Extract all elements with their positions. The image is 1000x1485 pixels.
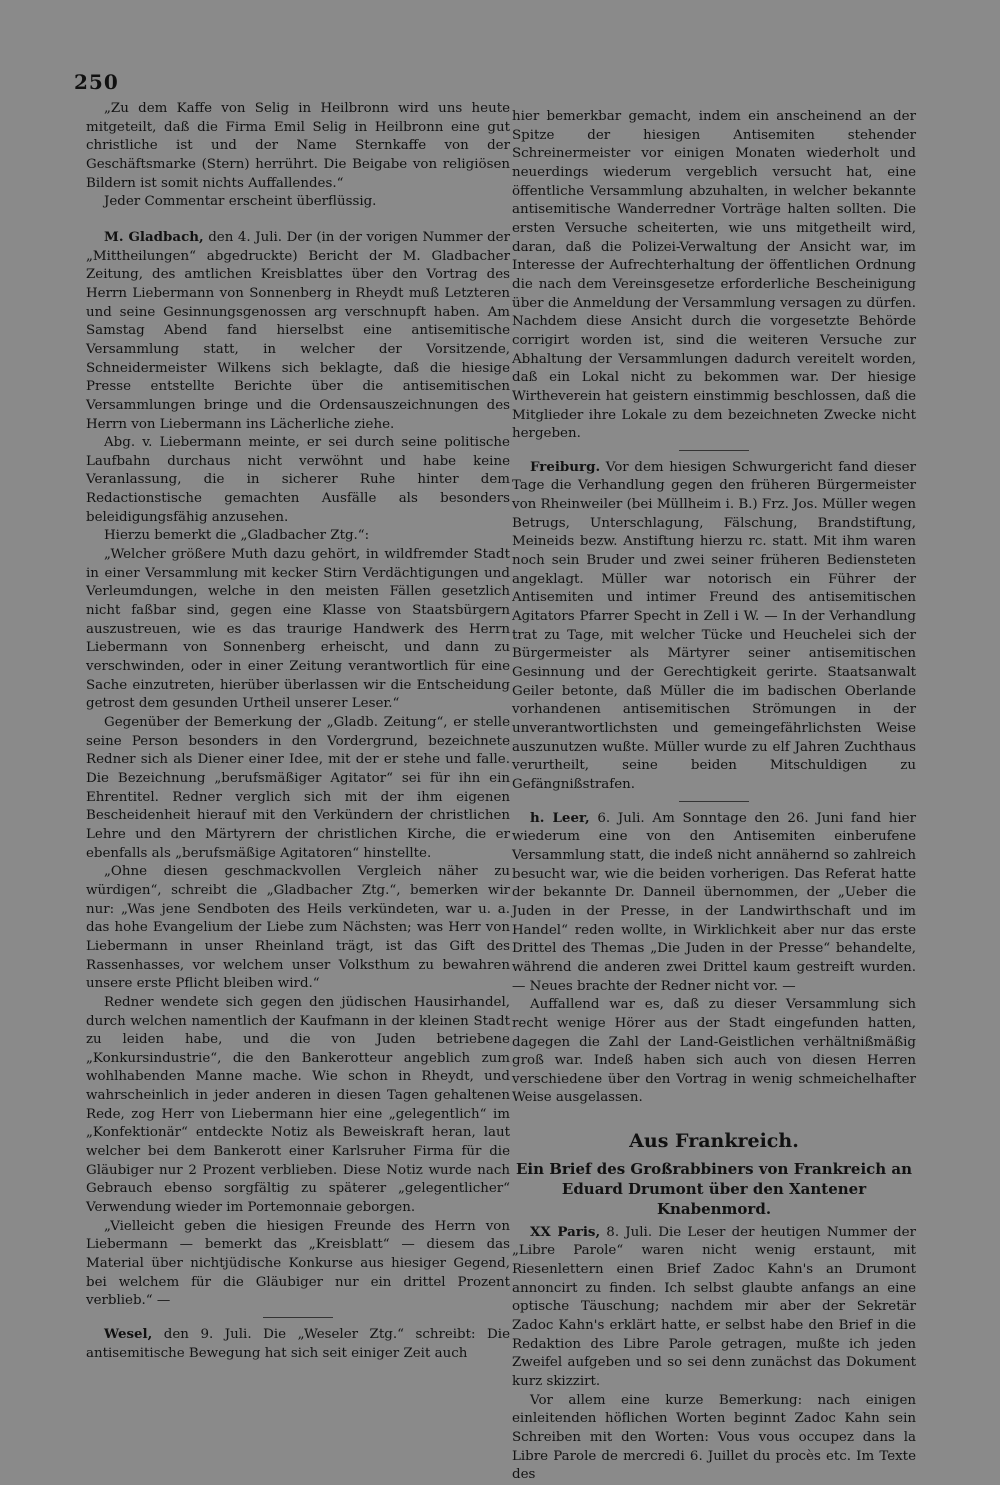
article-subtitle: Ein Brief des Großrabbiners von Frankreich an Eduard Drumont über den Xantener Knabenmord. [515, 1159, 913, 1218]
section-title: Aus Frankreich. [629, 1130, 799, 1153]
paragraph: Vor allem eine kurze Bemerkung: nach einigen einleitenden höflichen Worten beginnt Zadoc Kahn sein Schreiben mit den Worten: Vous vous occupez dans la Libre Parole de mercredi 6. Juillet du procès etc. Im Texte des [512, 1392, 916, 1483]
separator [263, 1317, 333, 1318]
dateline: Freiburg. [530, 458, 601, 475]
dateline: M. Gladbach, [104, 228, 204, 245]
left-column [86, 100, 510, 1363]
wesel-report: Wesel, den 9. Juli. Die „Weseler Ztg.“ schreibt: Die antisemitische Bewegung hat sich seit einiger Zeit auch [86, 1326, 510, 1361]
separator [679, 801, 749, 802]
gladbach-report: M. Gladbach, den 4. Juli. Der (in der vorigen Nummer der „Mittheilungen“ abgedruckte) Bericht der M. Gladbacher Zeitung, des amtlichen Kreisblattes über den Vortrag des Herrn Liebermann von Sonnenberg in Rheydt muß Letzteren und seine Gesinnungsgenossen arg verschnupft haben. Am Samstag Abend fand hierselbst eine antisemitische Versammlung statt, in welcher der Vorsitzende, Schneidermeister Wilkens sich beklagte, daß die hiesige Presse entstellte Berichte über die antisemitischen Versammlungen bringe und die Ordensauszeichnungen des Herrn von Liebermann ins Lächerliche ziehe. [86, 228, 510, 432]
page-number: 250 [74, 70, 119, 94]
dateline: XX Paris, [530, 1223, 601, 1240]
paragraph: Gegenüber der Bemerkung der „Gladb. Zeitung“, er stelle seine Person besonders in den Vordergrund, bezeichnete Redner sich als Diener einer Idee, mit der er stehe und falle. Die Bezeichnung „berufsmäßiger Agitator“ sei für ihn ein Ehrentitel. Redner verglich sich mit der ihm eigenen Bescheidenheit hierauf mit den Verkündern der christlichen Lehre und den Märtyrern der christlichen Kirche, die er ebenfalls als „berufsmäßige Agitatoren“ hinstellte. [86, 715, 510, 861]
separator [679, 450, 749, 451]
freiburg-report: Freiburg. Vor dem hiesigen Schwurgericht fand dieser Tage die Verhandlung gegen den früheren Bürgermeister von Rheinweiler (bei Müllheim i. B.) Frz. Jos. Müller wegen Betrugs, Unterschlagung, Fälschung, Brandstiftung, Meineids bezw. Anstiftung hierzu rc. statt. Mit ihm waren noch sein Bruder und zwei seiner früheren Bediensteten angeklagt. Müller war notorisch ein Führer der Antisemiten und intimer Freund des antisemitischen Agitators Pfarrer Specht in Zell i W. — In der Verhandlung trat zu Tage, mit welcher Tücke und Heuchelei sich der Bürgermeister als Märtyrer seiner antisemitischen Gesinnung und der Gerechtigkeit gerirte. Staatsanwalt Geiler betonte, daß Müller die im badischen Oberlande vorhandenen antisemitischen Strömungen in der unverantwortlichsten und gemeingefährlichsten Weise auszunutzen wußte. Müller wurde zu elf Jahren Zuchthaus verurtheilt, seine beiden Mitschuldigen zu Gefängnißstrafen. [512, 458, 916, 792]
leer-report: h. Leer, 6. Juli. Am Sonntage den 26. Juni fand hier wiederum eine von den Antisemiten einberufene Versammlung statt, die indeß nicht annähernd so zahlreich besucht war, wie die beiden vorherigen. Das Referat hatte der bekannte Dr. Danneil übernommen, der „Ueber die Juden in der Presse, in der Landwirthschaft und im Handel“ reden wollte, in Wirklichkeit aber nur das erste Drittel des Themas „Die Juden in der Presse“ behandelte, während die anderen zwei Drittel kaum gestreift wurden. — Neues brachte der Redner nicht vor. — [512, 809, 916, 994]
paragraph: Abg. v. Liebermann meinte, er sei durch seine politische Laufbahn durchaus nicht verwöhnt und habe keine Veranlassung, die in sicherer Ruhe hinter dem Redactionstische gemachten Ausfälle als besonders beleidigungsfähig anzusehen. [86, 435, 510, 525]
commentary-note: Jeder Commentar erscheint überflüssig. [104, 194, 377, 210]
paris-report: XX Paris, 8. Juli. Die Leser der heutigen Nummer der „Libre Parole“ waren nicht wenig erstaunt, mit Riesenlettern einen Brief Zadoc Kahn's an Drumont annoncirt zu finden. Ich selbst glaubte anfangs an eine optische Täuschung; nachdem mir aber der Sekretär Zadoc Kahn's erklärt hatte, er selbst habe den Brief in die Redaktion des Libre Parole getragen, mußte ich jeden Zweifel aufgeben und so sei denn zunächst das Dokument kurz skizzirt. [512, 1223, 916, 1390]
paragraph: Redner wendete sich gegen den jüdischen Hausirhandel, durch welchen namentlich der Kaufmann in der kleinen Stadt zu leiden habe, und die von Juden betriebene „Konkursindustrie“, die den Bankerotteur angeblich zum wohlhabenden Manne mache. Wie schon in Rheydt, und wahrscheinlich in jeder anderen in diesen Tagen gehaltenen Rede, zog Herr von Liebermann hier eine „gelegentlich“ im „Konfektionär“ entdeckte Notiz als Beweiskraft heran, laut welcher bei dem Bankerott einer Karlsruher Firma für die Gläubiger nur 2 Prozent verblieben. Diese Notiz wurde nach Gebrauch ebenso sorgfältig zu späterer „gelegentlicher“ Verwendung wieder im Portemonnaie geborgen. [86, 994, 510, 1216]
selig-quote: „Zu dem Kaffe von Selig in Heilbronn wird uns heute mitgeteilt, daß die Firma Emil Selig in Heilbronn eine gut christliche ist und der Name Sternkaffe von der Geschäftsmarke (Stern) herrührt. Die Beigabe von religiösen Bildern ist somit nichts Auffallendes.“ [86, 101, 510, 191]
paragraph: „Vielleicht geben die hiesigen Freunde des Herrn von Liebermann — bemerkt das „Kreisblatt“ — diesem das Material über nichtjüdische Konkurse aus hiesiger Gegend, bei welchem für die Gläubiger nur ein drittel Prozent verblieb.“ — [86, 1218, 510, 1309]
paragraph: „Welcher größere Muth dazu gehört, in wildfremder Stadt in einer Versammlung mit kecker Stirn Verdächtigungen und Verleumdungen, welche in den meisten Fällen gesetzlich nicht faßbar sind, gegen eine Klasse von Staatsbürgern auszustreuen, wie es das traurige Handwerk des Herrn Liebermann von Sonnenberg erheischt, und dann zu verschwinden, oder in einer Zeitung verantwortlich für eine Sache einzutreten, hierüber überlassen wir die Entscheidung getrost dem gesunden Urtheil unserer Leser.“ [86, 547, 510, 712]
right-column [512, 108, 916, 1485]
dateline: Wesel, [104, 1326, 153, 1342]
paragraph: „Ohne diesen geschmackvollen Vergleich näher zu würdigen“, schreibt die „Gladbacher Ztg.“, bemerken wir nur: „Was jene Sendboten des Heils verkündeten, war u. a. das hohe Evangelium der Liebe zum Nächsten; was Herr von Liebermann in unser Rheinland trägt, ist das Gift des Rassenhasses, vor welchem unser Volksthum zu bewahren unsere erste Pflicht bleiben wird.“ [86, 864, 510, 992]
dateline: h. Leer, [530, 809, 590, 826]
wesel-continued: hier bemerkbar gemacht, indem ein anscheinend an der Spitze der hiesigen Antisemiten stehender Schreinermeister vor einigen Monaten wiederholt und neuerdings wiederum vergeblich versucht hat, eine öffentliche Versammlung abzuhalten, in welcher bekannte antisemitische Wanderredner Vorträge halten sollten. Die ersten Versuche scheiterten, wie uns mitgetheilt wird, daran, daß die Polizei-Verwaltung der Ansicht war, im Interesse der Aufrechterhaltung der öffentlichen Ordnung die nach dem Vereinsgesetze erforderliche Bescheinigung über die Anmeldung der Versammlung versagen zu dürfen. Nachdem diese Ansicht durch die vorgesetzte Behörde corrigirt worden ist, sind die weiteren Versuche zur Abhaltung der Versammlungen dadurch vereitelt worden, daß ein Lokal nicht zu bekommen war. Der hiesige Wirtheverein hat geistern einstimmig beschlossen, daß die Mitglieder ihre Lokale zu dem bezeichneten Zwecke nicht hergeben. [512, 109, 916, 442]
paragraph: Hierzu bemerkt die „Gladbacher Ztg.“: [104, 528, 370, 544]
paragraph: Auffallend war es, daß zu dieser Versammlung sich recht wenige Hörer aus der Stadt eingefunden hatten, dagegen die Zahl der Land-Geistlichen verhältnißmäßig groß war. Indeß haben sich auch von diesen Herren verschiedene über den Vortrag in wenig schmeichelhafter Weise ausgelassen. [512, 997, 916, 1106]
